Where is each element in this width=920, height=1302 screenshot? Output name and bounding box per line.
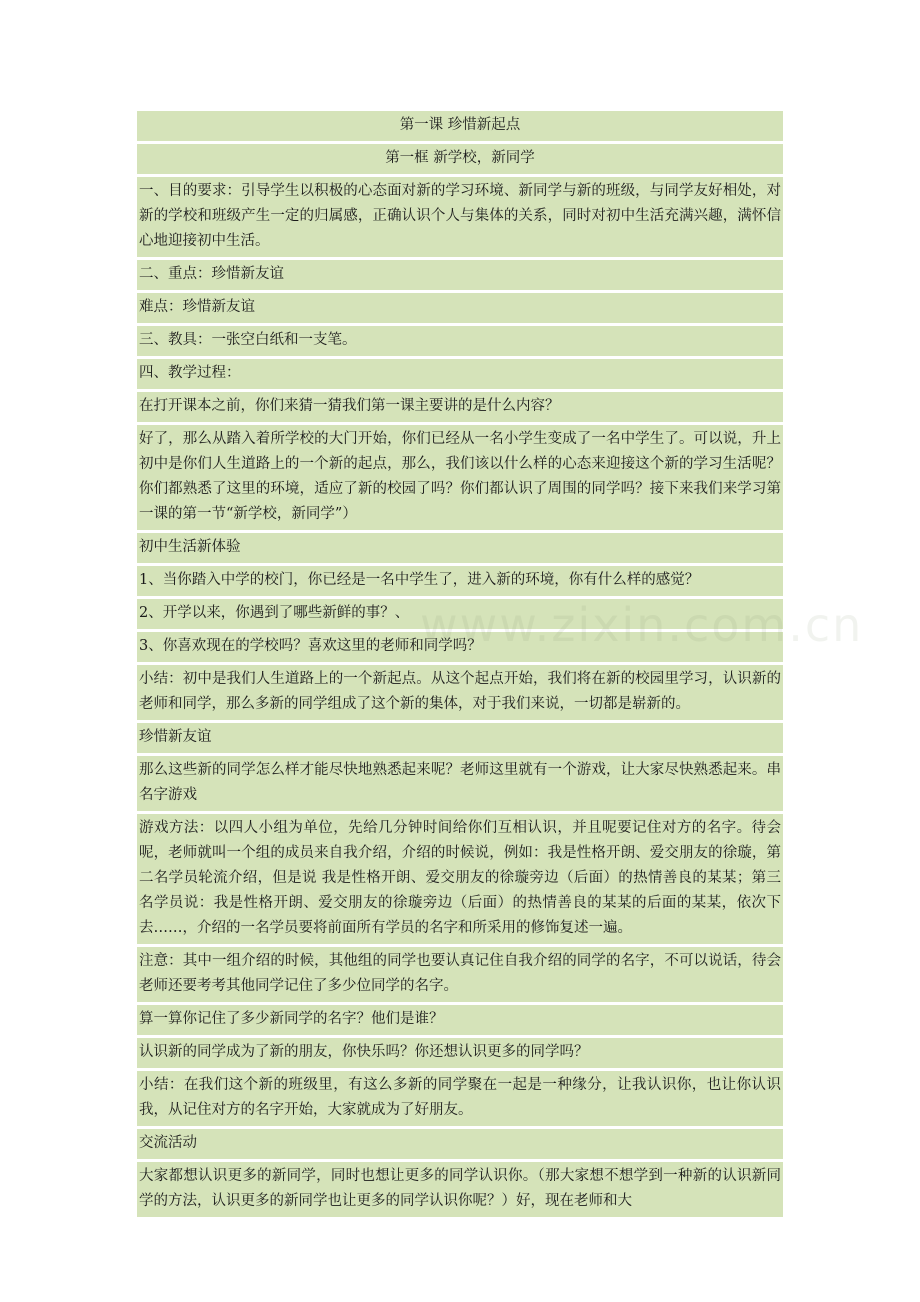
paragraph-intro-question: 在打开课本之前，你们来猜一猜我们第一课主要讲的是什么内容？ (137, 392, 783, 422)
document-body (137, 111, 783, 1209)
section-heading-new-experience: 初中生活新体验 (137, 533, 783, 563)
paragraph-note: 注意：其中一组介绍的时候，其他组的同学也要认真记住自我介绍的同学的名字，不可以说话，待会老师还要考考其他同学记住了多少位同学的名字。 (137, 947, 783, 1002)
paragraph-game-intro: 那么这些新的同学怎么样才能尽快地熟悉起来呢？老师这里就有一个游戏，让大家尽快熟悉起来。串名字游戏 (137, 756, 783, 811)
paragraph-process-heading: 四、教学过程： (137, 359, 783, 389)
paragraph-friends-question: 认识新的同学成为了新的朋友，你快乐吗？你还想认识更多的同学吗？ (137, 1038, 783, 1068)
paragraph-intro: 好了，那么从踏入着所学校的大门开始，你们已经从一名小学生变成了一名中学生了。可以说，升上初中是你们人生道路上的一个新的起点，那么，我们该以什么样的心态来迎接这个新的学习生活呢？你们都熟悉了这里的环境，适应了新的校园了吗？你们都认识了周围的同学吗？接下来我们来学习第一课的第一节“新学校，新同学”） (137, 425, 783, 530)
paragraph-summary-1: 小结：初中是我们人生道路上的一个新起点。从这个起点开始，我们将在新的校园里学习，认识新的老师和同学，那么多新的同学组成了这个新的集体，对于我们来说，一切都是崭新的。 (137, 665, 783, 720)
paragraph-key-point: 二、重点：珍惜新友谊 (137, 260, 783, 290)
document-title: 第一课 珍惜新起点 (137, 111, 783, 141)
paragraph-difficulty: 难点：珍惜新友谊 (137, 293, 783, 323)
section-heading-exchange: 交流活动 (137, 1129, 783, 1159)
question-2: 2、开学以来，你遇到了哪些新鲜的事？、 (137, 599, 783, 629)
paragraph-objectives: 一、目的要求：引导学生以积极的心态面对新的学习环境、新同学与新的班级，与同学友好相处，对新的学校和班级产生一定的归属感，正确认识个人与集体的关系，同时对初中生活充满兴趣，满怀信心地迎接初中生活。 (137, 177, 783, 257)
paragraph-game-method: 游戏方法：以四人小组为单位，先给几分钟时间给你们互相认识，并且呢要记住对方的名字。待会呢，老师就叫一个组的成员来自我介绍，介绍的时候说，例如：我是性格开朗、爱交朋友的徐璇，第二名学员轮流介绍，但是说 我是性格开朗、爱交朋友的徐璇旁边（后面）的热情善良的某某；第三名学员说：我是性格开朗、爱交朋友的徐璇旁边（后面）的热情善良的某某的后面的某某，依次下去……，介绍的一名学员要将前面所有学员的名字和所采用的修饰复述一遍。 (137, 814, 783, 944)
question-3: 3、你喜欢现在的学校吗？喜欢这里的老师和同学吗？ (137, 632, 783, 662)
question-1: 1、当你踏入中学的校门，你已经是一名中学生了，进入新的环境，你有什么样的感觉？ (137, 566, 783, 596)
paragraph-count-question: 算一算你记住了多少新同学的名字？他们是谁？ (137, 1005, 783, 1035)
paragraph-materials: 三、教具：一张空白纸和一支笔。 (137, 326, 783, 356)
paragraph-summary-2: 小结：在我们这个新的班级里，有这么多新的同学聚在一起是一种缘分，让我认识你，也让你认识我，从记住对方的名字开始，大家就成为了好朋友。 (137, 1071, 783, 1126)
paragraph-exchange: 大家都想认识更多的新同学，同时也想让更多的同学认识你。（那大家想不想学到一种新的认识新同学的方法，认识更多的新同学也让更多的同学认识你呢？）好，现在老师和大 (137, 1162, 783, 1217)
document-subtitle: 第一框 新学校，新同学 (137, 144, 783, 174)
section-heading-friendship: 珍惜新友谊 (137, 723, 783, 753)
